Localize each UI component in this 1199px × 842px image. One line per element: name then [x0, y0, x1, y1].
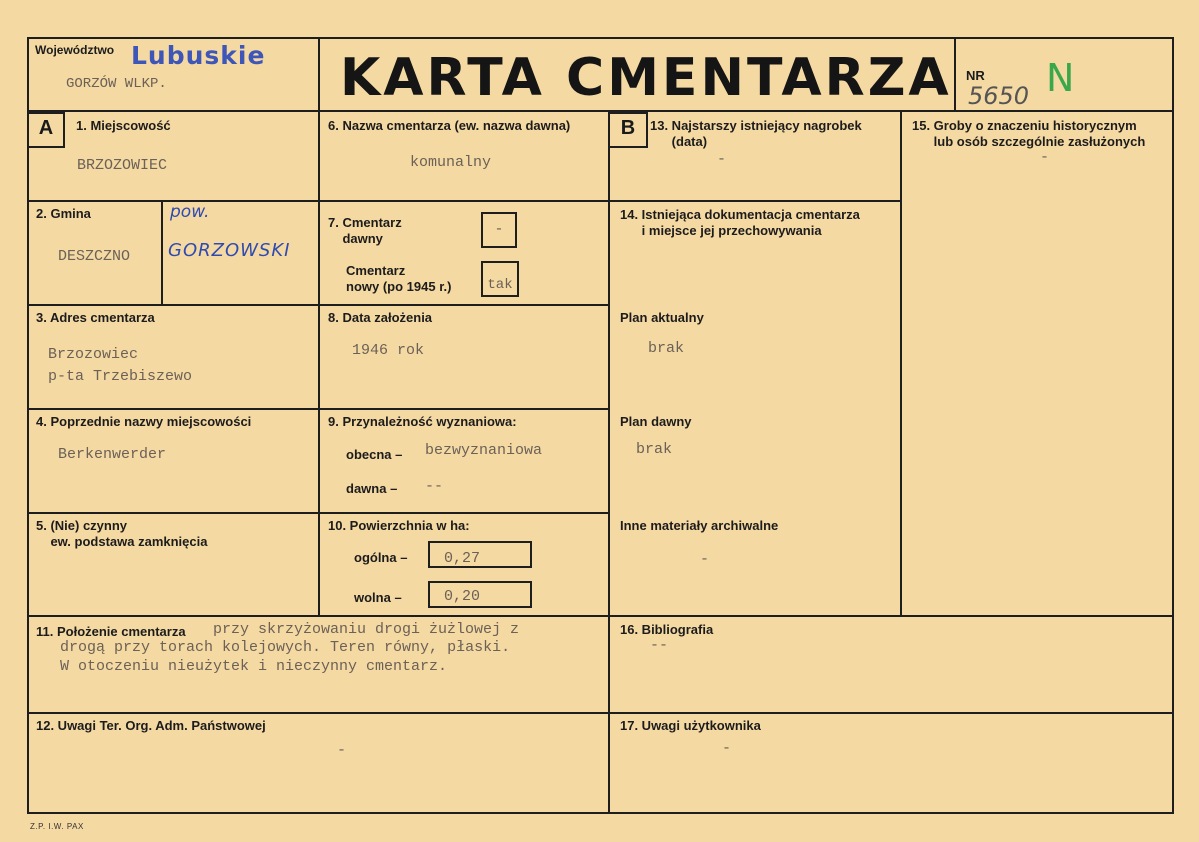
f11-value-line1: przy skrzyżowaniu drogi żużlowej z: [213, 621, 520, 638]
f9-obecna-value: bezwyznaniowa: [425, 442, 543, 459]
plan-aktualny-value: brak: [648, 340, 685, 357]
f15-label: 15. Groby o znaczeniu historycznym lub osób szczególnie zasłużonych: [912, 118, 1146, 149]
f10-wolna-box: 0,20: [428, 581, 532, 608]
f13-value: -: [717, 151, 727, 168]
card-title: KARTA CMENTARZA: [340, 48, 952, 108]
f8-value: 1946 rok: [352, 342, 425, 359]
header-divider: [27, 110, 1174, 112]
nr-divider: [954, 37, 956, 112]
row-line-1: [27, 200, 610, 202]
f14-label: 14. Istniejąca dokumentacja cmentarza i miejsce jej przechowywania: [620, 207, 860, 238]
f17-value: -: [722, 740, 732, 757]
f6-value: komunalny: [410, 154, 492, 171]
f16-label: 16. Bibliografia: [620, 622, 714, 637]
wojewodztwo-stamp: Lubuskie: [131, 41, 266, 70]
col-divider-3: [900, 110, 902, 616]
row-line-6: [27, 712, 1174, 714]
f2-label: 2. Gmina: [36, 206, 91, 221]
section-b-badge: B: [608, 112, 648, 148]
row-line-2: [27, 304, 610, 306]
f17-label: 17. Uwagi użytkownika: [620, 718, 761, 733]
f9-dawna-value: --: [425, 478, 444, 495]
row-line-3: [27, 408, 610, 410]
f7-label: 7. Cmentarz dawny: [328, 215, 402, 246]
frame-top: [27, 37, 1174, 39]
plan-dawny-value: brak: [636, 441, 673, 458]
f4-label: 4. Poprzednie nazwy miejscowości: [36, 414, 252, 429]
f6-label: 6. Nazwa cmentarza (ew. nazwa dawna): [328, 118, 571, 133]
gmina-pow-divider: [161, 200, 163, 304]
row-line-4: [27, 512, 610, 514]
f4-value: Berkenwerder: [58, 446, 167, 463]
plan-dawny-label: Plan dawny: [620, 414, 692, 429]
frame-left: [27, 37, 29, 814]
f1-label: 1. Miejscowość: [76, 118, 171, 133]
f3-value: Brzozowiec p-ta Trzebiszewo: [48, 346, 193, 385]
frame-bottom: [27, 812, 1174, 814]
f15-value: -: [1040, 149, 1050, 166]
f1-value: BRZOZOWIEC: [77, 157, 168, 174]
f11-value-rest: drogą przy torach kolejowych. Teren równy, płaski. W otoczeniu nieużytek i nieczynny cmentarz.: [60, 639, 511, 675]
col-divider-1: [318, 37, 320, 200]
f13-label: 13. Najstarszy istniejący nagrobek (data): [650, 118, 862, 149]
nr-mark: N: [1046, 56, 1075, 100]
b-row-line-1: [608, 200, 902, 202]
nr-value: 5650: [968, 82, 1030, 110]
plan-aktualny-label: Plan aktualny: [620, 310, 704, 325]
f7-nowy-box: tak: [481, 261, 519, 297]
nr-label: NR: [966, 68, 985, 83]
f11-label: 11. Położenie cmentarza: [36, 624, 186, 639]
f12-label: 12. Uwagi Ter. Org. Adm. Państwowej: [36, 718, 266, 733]
f10-ogolna-label: ogólna –: [354, 550, 408, 565]
wojewodztwo-typed: GORZÓW WLKP.: [66, 76, 167, 92]
f7-nowy-label: Cmentarz nowy (po 1945 r.): [346, 263, 452, 294]
inne-materialy-value: -: [700, 551, 710, 568]
f12-value: -: [337, 742, 347, 759]
f9-obecna-label: obecna –: [346, 447, 403, 462]
f10-wolna-label: wolna –: [354, 590, 402, 605]
f9-label: 9. Przynależność wyznaniowa:: [328, 414, 517, 429]
f9-dawna-label: dawna –: [346, 481, 398, 496]
f3-label: 3. Adres cmentarza: [36, 310, 155, 325]
section-a-badge: A: [27, 112, 65, 148]
f7-dawny-box: -: [481, 212, 517, 248]
f16-value: --: [650, 637, 669, 654]
col-divider-2: [608, 110, 610, 812]
wojewodztwo-label: Województwo: [35, 43, 115, 57]
f8-label: 8. Data założenia: [328, 310, 433, 325]
row-line-5: [27, 615, 1174, 617]
print-info: Z.P. I.W. PAX: [30, 822, 84, 831]
f5-label: 5. (Nie) czynny ew. podstawa zamknięcia: [36, 518, 208, 549]
frame-right: [1172, 37, 1174, 814]
f10-ogolna-box: 0,27: [428, 541, 532, 568]
f10-label: 10. Powierzchnia w ha:: [328, 518, 470, 533]
inne-materialy-label: Inne materiały archiwalne: [620, 518, 779, 533]
f2-pow-label: pow.: [170, 202, 210, 222]
f2-value: DESZCZNO: [58, 248, 131, 265]
f2-pow-value: GORZOWSKI: [168, 240, 291, 261]
